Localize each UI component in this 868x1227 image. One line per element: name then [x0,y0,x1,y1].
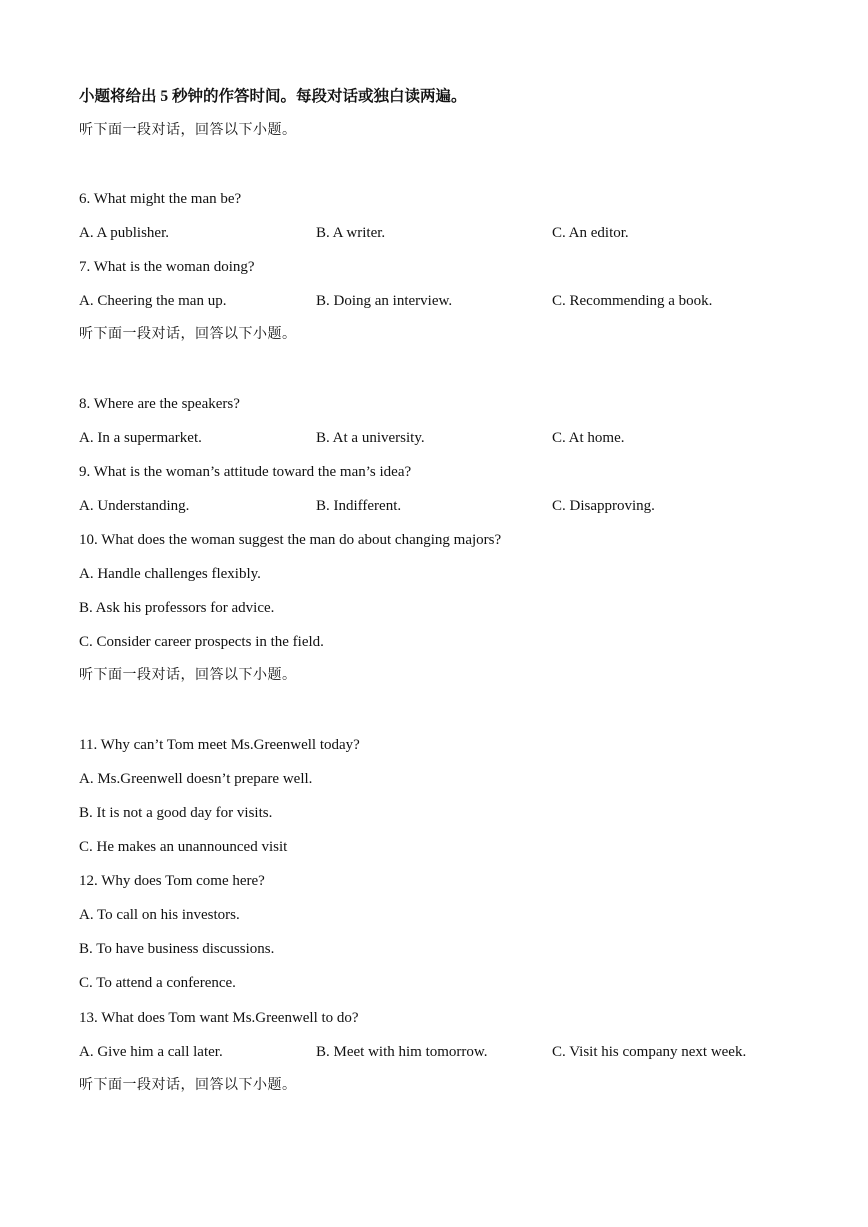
q9-option-b: B. Indifferent. [316,498,402,514]
q11-option-b: B. It is not a good day for visits. [79,805,273,821]
listen-prompt: 听下面一段对话，回答以下小题。 [79,668,297,683]
question-6: 6. What might the man be? [79,191,242,207]
q9-option-a: A. Understanding. [79,498,190,514]
q11-option-c: C. He makes an unannounced visit [79,839,288,855]
listen-prompt: 听下面一段对话，回答以下小题。 [79,123,297,138]
q8-option-c: C. At home. [552,430,625,446]
q9-option-c: C. Disapproving. [552,498,655,514]
q8-option-b: B. At a university. [316,430,425,446]
question-7: 7. What is the woman doing? [79,259,255,275]
question-12: 12. Why does Tom come here? [79,873,265,889]
question-10: 10. What does the woman suggest the man do about changing majors? [79,532,502,548]
q6-option-b: B. A writer. [316,225,386,241]
q6-option-c: C. An editor. [552,225,629,241]
q13-option-b: B. Meet with him tomorrow. [316,1044,488,1060]
q12-option-b: B. To have business discussions. [79,941,275,957]
q8-option-a: A. In a supermarket. [79,430,202,446]
q10-option-b: B. Ask his professors for advice. [79,600,275,616]
listen-prompt: 听下面一段对话，回答以下小题。 [79,1078,297,1093]
question-13: 13. What does Tom want Ms.Greenwell to do? [79,1010,359,1026]
q12-option-c: C. To attend a conference. [79,975,236,991]
q11-option-a: A. Ms.Greenwell doesn’t prepare well. [79,771,313,787]
q7-option-b: B. Doing an interview. [316,293,453,309]
q7-option-c: C. Recommending a book. [552,293,713,309]
bold-instruction: 小题将给出 5 秒钟的作答时间。每段对话或独白读两遍。 [79,88,467,105]
listen-prompt: 听下面一段对话，回答以下小题。 [79,327,297,342]
q7-option-a: A. Cheering the man up. [79,293,227,309]
q10-option-c: C. Consider career prospects in the field. [79,634,324,650]
q13-option-c: C. Visit his company next week. [552,1044,747,1060]
q10-option-a: A. Handle challenges flexibly. [79,566,261,582]
q6-option-a: A. A publisher. [79,225,170,241]
question-9: 9. What is the woman’s attitude toward the man’s idea? [79,464,412,480]
q13-option-a: A. Give him a call later. [79,1044,223,1060]
question-11: 11. Why can’t Tom meet Ms.Greenwell today? [79,737,360,753]
q12-option-a: A. To call on his investors. [79,907,240,923]
question-8: 8. Where are the speakers? [79,396,240,412]
